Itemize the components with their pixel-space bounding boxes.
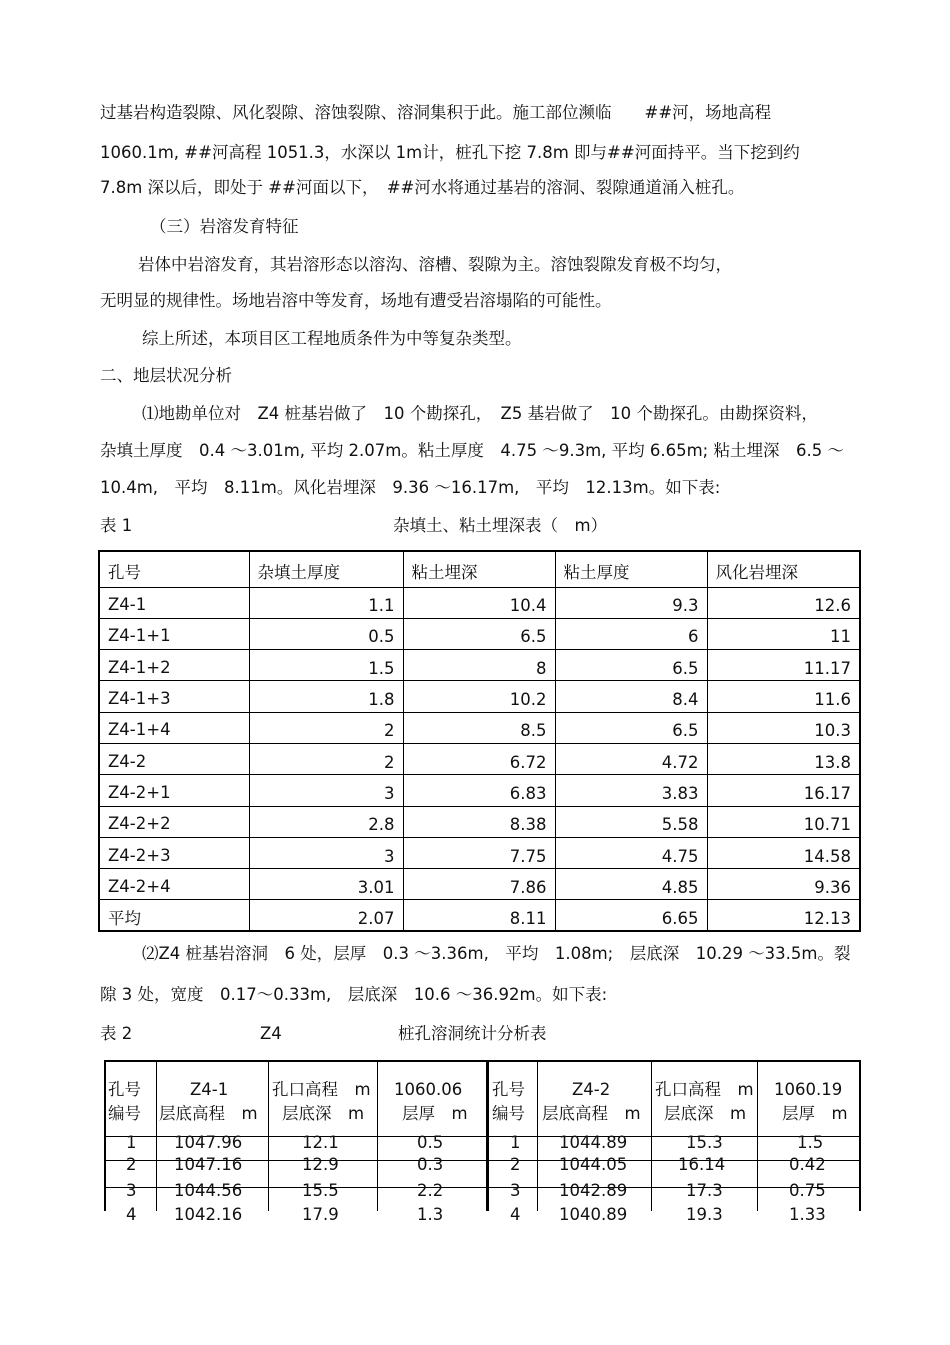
karst-cave-table xyxy=(104,1060,861,1224)
header-cell: 粘土厚度 xyxy=(555,551,707,587)
table-cell: 3 xyxy=(126,1181,137,1200)
table-cell: 12.9 xyxy=(302,1155,339,1174)
table-cell: Z4-1+4 xyxy=(99,712,249,743)
header-cell: 风化岩埋深 xyxy=(707,551,860,587)
table-cell: 6 xyxy=(555,618,707,649)
table-cell: 11.6 xyxy=(707,681,860,712)
table-cell: 12.1 xyxy=(302,1133,339,1152)
paragraph-line: ⑴地勘单位对 Z4 桩基岩做了 10 个勘探孔， Z5 基岩做了 10 个勘探孔。由勘探资料， xyxy=(142,404,818,423)
table-cell: 2.8 xyxy=(249,806,403,837)
table-cell: 1.1 xyxy=(249,587,403,618)
table-cell: 0.5 xyxy=(249,618,403,649)
table-cell: Z4-2+3 xyxy=(99,837,249,868)
header-cell: 孔口高程 m xyxy=(272,1080,371,1099)
table-cell: Z4-1 xyxy=(99,587,249,618)
table-cell: 2.2 xyxy=(417,1181,444,1200)
table-cell: 8.5 xyxy=(403,712,555,743)
table-cell: 6.5 xyxy=(555,650,707,681)
table-cell: 10.2 xyxy=(403,681,555,712)
table-cell: 1044.05 xyxy=(559,1155,628,1174)
header-cell: 层厚 m xyxy=(782,1104,848,1123)
paragraph-line: 7.8m 深以后，即处于 ##河面以下， ##河水将通过基岩的溶洞、裂隙通道涌入桩孔。 xyxy=(100,178,745,197)
table-cell: 19.3 xyxy=(686,1205,723,1224)
table-cell: 3.83 xyxy=(555,775,707,806)
paragraph-line: 1060.1m, ##河高程 1051.3，水深以 1m计，桩孔下挖 7.8m 即与##河面持平。当下挖到约 xyxy=(100,143,800,162)
header-cell: Z4-1 xyxy=(190,1080,229,1099)
table2-title: 桩孔溶洞统计分析表 xyxy=(398,1024,547,1043)
table-cell: Z4-1+2 xyxy=(99,650,249,681)
header-cell: 孔号 xyxy=(492,1080,525,1099)
paragraph-line: 10.4m, 平均 8.11m。风化岩埋深 9.36 ～16.17m, 平均 12.13m。如下表: xyxy=(100,478,721,497)
table-cell: 1047.96 xyxy=(174,1133,243,1152)
table-cell: 12.6 xyxy=(707,587,860,618)
table1-label: 表 1 xyxy=(100,516,133,535)
table-cell: 17.3 xyxy=(686,1181,723,1200)
table-cell: 平均 xyxy=(99,900,249,931)
table-cell: 1042.89 xyxy=(559,1181,628,1200)
header-cell: 1060.19 xyxy=(774,1080,843,1099)
table-cell: 1042.16 xyxy=(174,1205,243,1224)
table-cell: 8.4 xyxy=(555,681,707,712)
table-average-row xyxy=(99,900,860,931)
table-cell: 11 xyxy=(707,618,860,649)
table-cell: 4 xyxy=(126,1205,137,1224)
table-cell: 0.3 xyxy=(417,1155,444,1174)
paragraph-line: 综上所述，本项目区工程地质条件为中等复杂类型。 xyxy=(142,329,522,348)
table-cell: 12.13 xyxy=(707,900,860,931)
table-cell: 2 xyxy=(249,743,403,774)
table-cell: 1044.56 xyxy=(174,1181,243,1200)
table-cell: 8.11 xyxy=(403,900,555,931)
table-cell: 10.3 xyxy=(707,712,860,743)
table-cell: Z4-2+4 xyxy=(99,869,249,900)
table-cell: 15.5 xyxy=(302,1181,339,1200)
table-cell: 11.17 xyxy=(707,650,860,681)
header-cell: 编号 xyxy=(108,1104,141,1123)
table-row xyxy=(99,618,860,649)
table-header-row xyxy=(99,551,860,587)
table-cell: 6.83 xyxy=(403,775,555,806)
table-cell: 3 xyxy=(249,837,403,868)
paragraph-line: 无明显的规律性。场地岩溶中等发育，场地有遭受岩溶塌陷的可能性。 xyxy=(100,291,612,310)
paragraph-line: 过基岩构造裂隙、风化裂隙、溶蚀裂隙、溶洞集积于此。施工部位濒临 ##河，场地高程 xyxy=(100,103,772,122)
table-cell: 6.65 xyxy=(555,900,707,931)
table-cell: Z4-2 xyxy=(99,743,249,774)
table-row xyxy=(99,837,860,868)
table-cell: 3 xyxy=(510,1181,521,1200)
paragraph-line: ⑵Z4 桩基岩溶洞 6 处，层厚 0.3 ～3.36m, 平均 1.08m; 层底深 10.29 ～33.5m。裂 xyxy=(142,944,851,963)
table-cell: 0.5 xyxy=(417,1133,444,1152)
table-cell: 13.8 xyxy=(707,743,860,774)
header-cell: 层底高程 m xyxy=(542,1104,641,1123)
table-cell: 1.5 xyxy=(797,1133,824,1152)
table-cell: 4 xyxy=(510,1205,521,1224)
header-cell: 孔号 xyxy=(108,1080,141,1099)
header-cell: 层厚 m xyxy=(402,1104,468,1123)
table-cell: 5.58 xyxy=(555,806,707,837)
table-row xyxy=(99,650,860,681)
table-cell: 1.33 xyxy=(789,1205,826,1224)
table-row xyxy=(99,775,860,806)
table-cell: 1047.16 xyxy=(174,1155,243,1174)
table-cell: 9.3 xyxy=(555,587,707,618)
table-cell: Z4-1+3 xyxy=(99,681,249,712)
paragraph-line: 岩体中岩溶发育，其岩溶形态以溶沟、溶槽、裂隙为主。溶蚀裂隙发育极不均匀， xyxy=(138,255,732,274)
header-cell: 粘土埋深 xyxy=(403,551,555,587)
header-cell: 编号 xyxy=(492,1104,525,1123)
table-cell: 10.4 xyxy=(403,587,555,618)
table-cell: Z4-2+2 xyxy=(99,806,249,837)
table-cell: 4.72 xyxy=(555,743,707,774)
table-cell: 14.58 xyxy=(707,837,860,868)
table-cell: 10.71 xyxy=(707,806,860,837)
table-cell: Z4-2+1 xyxy=(99,775,249,806)
table-cell: 1.8 xyxy=(249,681,403,712)
section-heading: 二、地层状况分析 xyxy=(100,366,232,385)
table-cell: 0.75 xyxy=(789,1181,826,1200)
table-row xyxy=(99,587,860,618)
table-cell: 1.3 xyxy=(417,1205,444,1224)
table-row xyxy=(99,712,860,743)
table-cell: 16.17 xyxy=(707,775,860,806)
header-cell: 1060.06 xyxy=(394,1080,463,1099)
table-cell: 1 xyxy=(126,1133,137,1152)
header-cell: Z4-2 xyxy=(572,1080,611,1099)
paragraph-line: 杂填土厚度 0.4 ～3.01m, 平均 2.07m。粘土厚度 4.75 ～9.3m, 平均 6.65m; 粘土埋深 6.5 ～ xyxy=(100,441,844,460)
table-cell: 6.5 xyxy=(555,712,707,743)
header-cell: 层底高程 m xyxy=(159,1104,258,1123)
header-cell: 杂填土厚度 xyxy=(249,551,403,587)
table-cell: 1044.89 xyxy=(559,1133,628,1152)
table-cell: 3.01 xyxy=(249,869,403,900)
table-cell: 2.07 xyxy=(249,900,403,931)
table-cell: 2 xyxy=(249,712,403,743)
table-cell: 2 xyxy=(510,1155,521,1174)
header-cell: 层底深 m xyxy=(664,1104,747,1123)
table-row xyxy=(99,681,860,712)
burial-depth-table xyxy=(98,550,861,932)
table-row xyxy=(99,743,860,774)
table-cell: 9.36 xyxy=(707,869,860,900)
table-cell: 8 xyxy=(403,650,555,681)
table-cell: Z4-1+1 xyxy=(99,618,249,649)
section-heading: （三）岩溶发育特征 xyxy=(150,217,299,236)
table-cell: 0.42 xyxy=(789,1155,826,1174)
table-cell: 1040.89 xyxy=(559,1205,628,1224)
header-cell: 层底深 m xyxy=(282,1104,365,1123)
table-row xyxy=(99,869,860,900)
table-cell: 16.14 xyxy=(678,1155,726,1174)
table-cell: 6.5 xyxy=(403,618,555,649)
table-cell: 1.5 xyxy=(249,650,403,681)
table-cell: 7.75 xyxy=(403,837,555,868)
table-cell: 3 xyxy=(249,775,403,806)
table-cell: 1 xyxy=(510,1133,521,1152)
table-row xyxy=(99,806,860,837)
table-cell: 8.38 xyxy=(403,806,555,837)
table-cell: 4.75 xyxy=(555,837,707,868)
header-cell: 孔口高程 m xyxy=(655,1080,754,1099)
table-cell: 4.85 xyxy=(555,869,707,900)
table1-title: 杂填土、粘土埋深表（ m） xyxy=(393,516,608,535)
table-cell: 17.9 xyxy=(302,1205,339,1224)
table2-subject: Z4 xyxy=(260,1024,282,1043)
paragraph-line: 隙 3 处，宽度 0.17～0.33m, 层底深 10.6 ～36.92m。如下表: xyxy=(100,985,608,1004)
table-cell: 15.3 xyxy=(686,1133,723,1152)
table-cell: 2 xyxy=(126,1155,137,1174)
header-cell: 孔号 xyxy=(99,551,249,587)
table-cell: 6.72 xyxy=(403,743,555,774)
table-cell: 7.86 xyxy=(403,869,555,900)
table2-label: 表 2 xyxy=(100,1024,133,1043)
